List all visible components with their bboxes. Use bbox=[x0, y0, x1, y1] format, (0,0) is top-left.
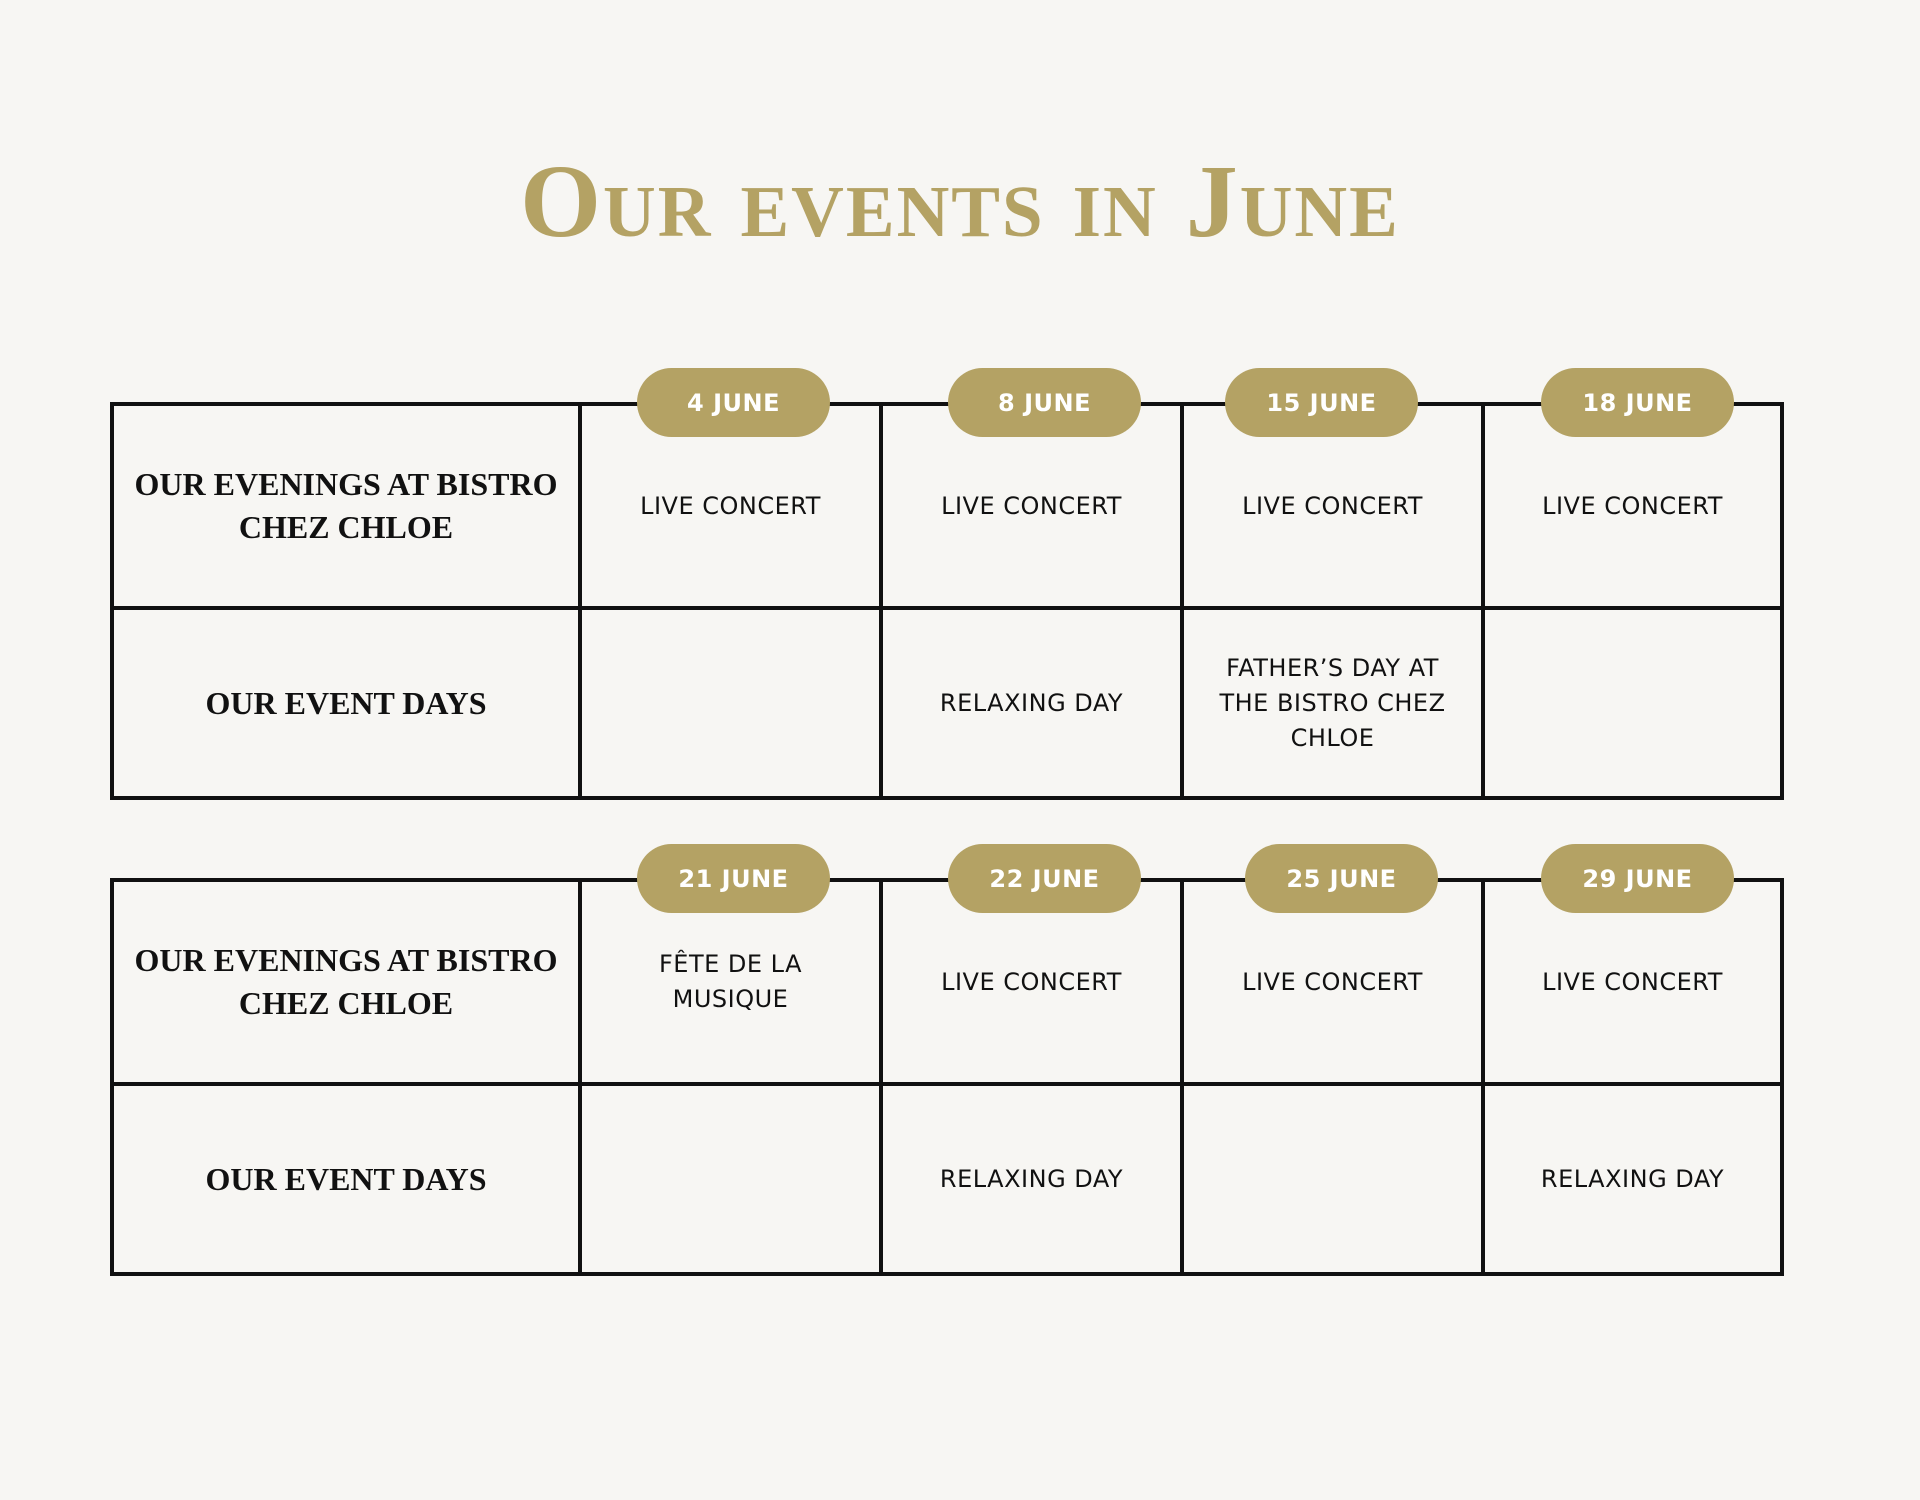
date-badge: 29 JUNE bbox=[1541, 844, 1734, 913]
row-label-event-days: OUR EVENT DAYS bbox=[114, 1086, 582, 1272]
date-badge: 4 JUNE bbox=[637, 368, 830, 437]
event-day-cell: RELAXING DAY bbox=[1540, 1164, 1725, 1193]
date-badge: 8 JUNE bbox=[948, 368, 1141, 437]
event-day-cell bbox=[1184, 1086, 1485, 1272]
event-day-cell bbox=[582, 610, 883, 796]
event-cell: LIVE CONCERT bbox=[1485, 882, 1780, 1086]
row-label-event-days: OUR EVENT DAYS bbox=[114, 610, 582, 796]
event-cell: LIVE CONCERT bbox=[883, 406, 1184, 610]
event-cell: LIVE CONCERT bbox=[1485, 406, 1780, 610]
event-cell: LIVE CONCERT bbox=[883, 882, 1184, 1086]
event-day-cell: RELAXING DAY bbox=[883, 610, 1184, 796]
date-badge: 25 JUNE bbox=[1245, 844, 1438, 913]
event-cell: FÊTE DE LA MUSIQUE bbox=[582, 882, 883, 1086]
events-table-2 bbox=[110, 878, 1784, 1276]
row-label-evenings: OUR EVENINGS AT BISTRO CHEZ CHLOE bbox=[114, 882, 582, 1086]
events-table-1 bbox=[110, 402, 1784, 800]
row-label-evenings: OUR EVENINGS AT BISTRO CHEZ CHLOE bbox=[114, 406, 582, 610]
event-day-cell bbox=[1485, 610, 1780, 796]
date-badge: 22 JUNE bbox=[948, 844, 1141, 913]
date-badge: 18 JUNE bbox=[1541, 368, 1734, 437]
event-day-cell: RELAXING DAY bbox=[883, 1086, 1184, 1272]
event-day-cell bbox=[582, 1086, 883, 1272]
event-day-cell: FATHER’S DAY AT THE BISTRO CHEZ CHLOE bbox=[1184, 610, 1485, 796]
event-cell: LIVE CONCERT bbox=[1184, 882, 1485, 1086]
date-badge: 21 JUNE bbox=[637, 844, 830, 913]
date-badge: 15 JUNE bbox=[1225, 368, 1418, 437]
event-cell: LIVE CONCERT bbox=[582, 406, 883, 610]
event-cell: LIVE CONCERT bbox=[1184, 406, 1485, 610]
page-title: Our events in June bbox=[520, 144, 1400, 259]
